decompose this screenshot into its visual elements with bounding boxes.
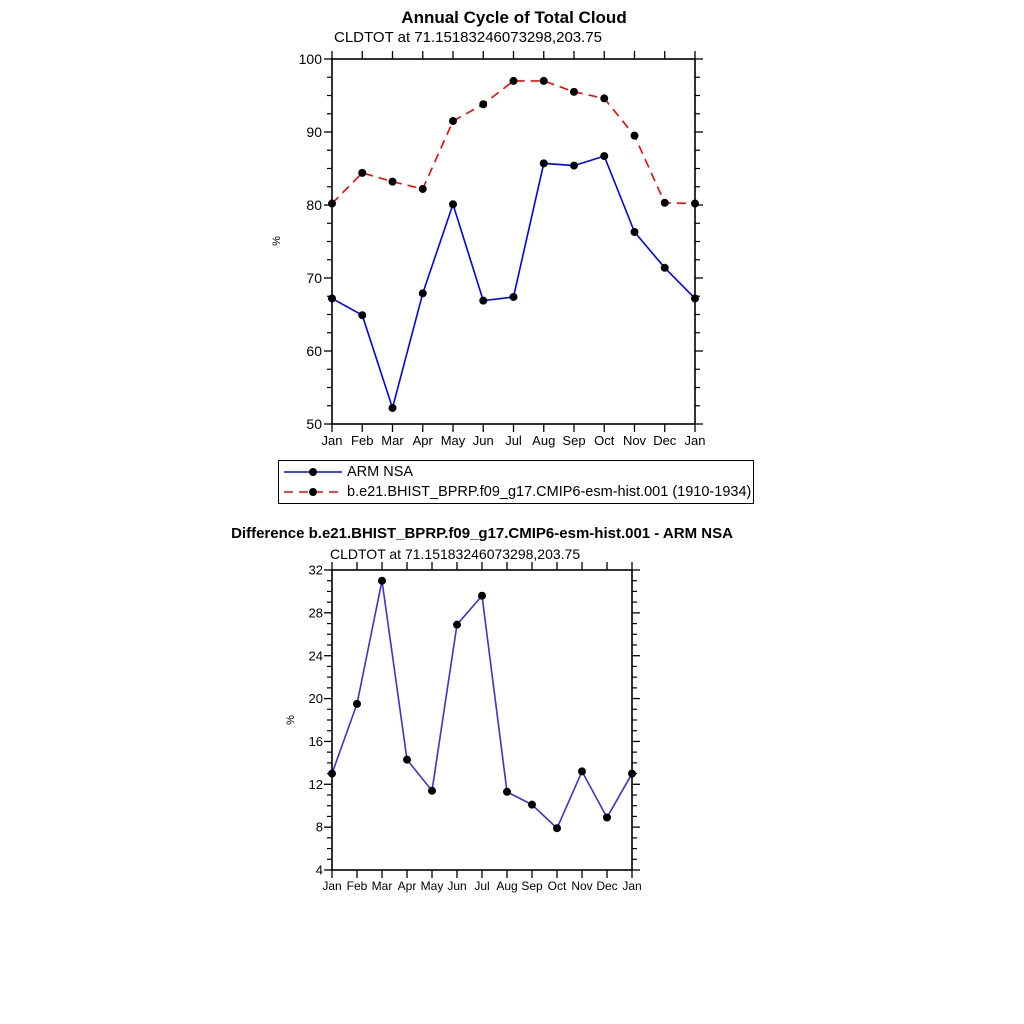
y-tick-label: 50	[306, 415, 322, 432]
series-1-marker	[419, 185, 427, 193]
series-1-line	[332, 81, 695, 204]
legend-item-arm-nsa	[282, 462, 750, 482]
series-0-marker	[389, 404, 397, 412]
series-0-marker	[661, 264, 669, 272]
x-tick-label: Mar	[371, 879, 393, 893]
legend-marker-icon	[309, 488, 317, 496]
chart1-plot	[270, 45, 740, 465]
series-0-marker	[691, 294, 699, 302]
series-0-marker	[631, 228, 639, 236]
series-0-marker	[528, 801, 536, 809]
plot-frame	[332, 59, 695, 424]
y-tick-label: 8	[315, 819, 323, 835]
x-tick-label: Apr	[397, 879, 417, 893]
x-tick-label: Jun	[472, 433, 494, 448]
series-0-marker	[510, 293, 518, 301]
x-tick-label: Sep	[521, 879, 543, 893]
x-tick-label: May	[420, 879, 444, 893]
x-tick-label: Feb	[351, 433, 374, 448]
x-tick-label: Jan	[622, 879, 642, 893]
x-tick-label: Jan	[322, 879, 342, 893]
x-tick-label: Aug	[496, 879, 518, 893]
legend-item-model	[282, 482, 750, 502]
y-tick-label: 16	[308, 733, 323, 749]
series-0-marker	[449, 200, 457, 208]
x-tick-label: Dec	[596, 879, 618, 893]
series-0-line	[332, 156, 695, 408]
series-1-marker	[449, 117, 457, 125]
x-tick-label: Oct	[547, 879, 567, 893]
x-tick-label: Aug	[532, 433, 556, 448]
series-1-marker	[389, 178, 397, 186]
x-tick-label: Sep	[562, 433, 586, 448]
series-0-marker	[503, 788, 511, 796]
series-1-marker	[358, 169, 366, 177]
x-tick-label: May	[440, 433, 466, 448]
y-tick-label: 24	[308, 648, 323, 664]
y-tick-label: 60	[306, 342, 322, 359]
series-0-line	[332, 581, 632, 829]
legend-marker-icon	[309, 468, 317, 476]
y-tick-label: 70	[306, 269, 322, 286]
series-0-marker	[540, 159, 548, 167]
series-1-marker	[661, 199, 669, 207]
series-0-marker	[378, 577, 386, 585]
x-tick-label: Jul	[474, 879, 490, 893]
y-tick-label: 100	[298, 50, 322, 67]
series-1-marker	[540, 77, 548, 85]
series-0-marker	[578, 767, 586, 775]
chart1-subtitle: CLDTOT at 71.15183246073298,203.75	[334, 29, 602, 46]
series-0-marker	[453, 621, 461, 629]
series-0-marker	[358, 311, 366, 319]
y-tick-label: 28	[308, 605, 323, 621]
series-0-marker	[628, 770, 636, 778]
series-1-marker	[510, 77, 518, 85]
chart1-title: Annual Cycle of Total Cloud	[401, 8, 627, 27]
y-tick-label: 90	[306, 123, 322, 140]
x-tick-label: Jan	[684, 433, 706, 448]
x-tick-label: Oct	[594, 433, 615, 448]
series-0-marker	[603, 814, 611, 822]
series-0-marker	[353, 700, 361, 708]
x-tick-label: Dec	[653, 433, 677, 448]
y-tick-label: 20	[308, 691, 323, 707]
series-0-marker	[419, 289, 427, 297]
series-1-marker	[328, 200, 336, 208]
x-tick-label: Nov	[571, 879, 593, 893]
series-1-marker	[600, 94, 608, 102]
series-0-marker	[328, 294, 336, 302]
x-tick-label: Mar	[381, 433, 404, 448]
chart2-title: Difference b.e21.BHIST_BPRP.f09_g17.CMIP6-esm-hist.001 - ARM NSA	[231, 525, 733, 542]
legend-label-arm-nsa: ARM NSA	[347, 464, 414, 480]
y-tick-label: 12	[308, 776, 323, 792]
series-0-marker	[428, 787, 436, 795]
legend-label-model: b.e21.BHIST_BPRP.f09_g17.CMIP6-esm-hist.001 (1910-1934)	[347, 484, 752, 500]
x-tick-label: Feb	[346, 879, 368, 893]
series-0-marker	[478, 592, 486, 600]
x-tick-label: Jul	[505, 433, 522, 448]
y-axis-label: %	[285, 715, 297, 725]
y-axis-label: %	[271, 236, 283, 246]
legend-box	[278, 460, 754, 504]
chart2-plot	[270, 555, 680, 905]
series-0-marker	[553, 824, 561, 832]
series-0-marker	[570, 162, 578, 170]
x-tick-label: Jan	[321, 433, 343, 448]
series-0-marker	[403, 756, 411, 764]
y-tick-label: 4	[315, 862, 323, 878]
series-0-marker	[600, 152, 608, 160]
series-1-marker	[479, 100, 487, 108]
x-tick-label: Nov	[622, 433, 647, 448]
x-tick-label: Apr	[412, 433, 433, 448]
series-1-marker	[631, 132, 639, 140]
series-1-marker	[570, 88, 578, 96]
legend-dashed-line-sample	[282, 485, 344, 499]
y-tick-label: 80	[306, 196, 322, 213]
plot-frame	[332, 570, 632, 870]
y-tick-label: 32	[308, 562, 323, 578]
legend-solid-line-sample	[282, 465, 344, 479]
series-0-marker	[328, 770, 336, 778]
chart2-subtitle: CLDTOT at 71.15183246073298,203.75	[330, 546, 581, 562]
x-tick-label: Jun	[447, 879, 467, 893]
series-1-marker	[691, 200, 699, 208]
series-0-marker	[479, 297, 487, 305]
